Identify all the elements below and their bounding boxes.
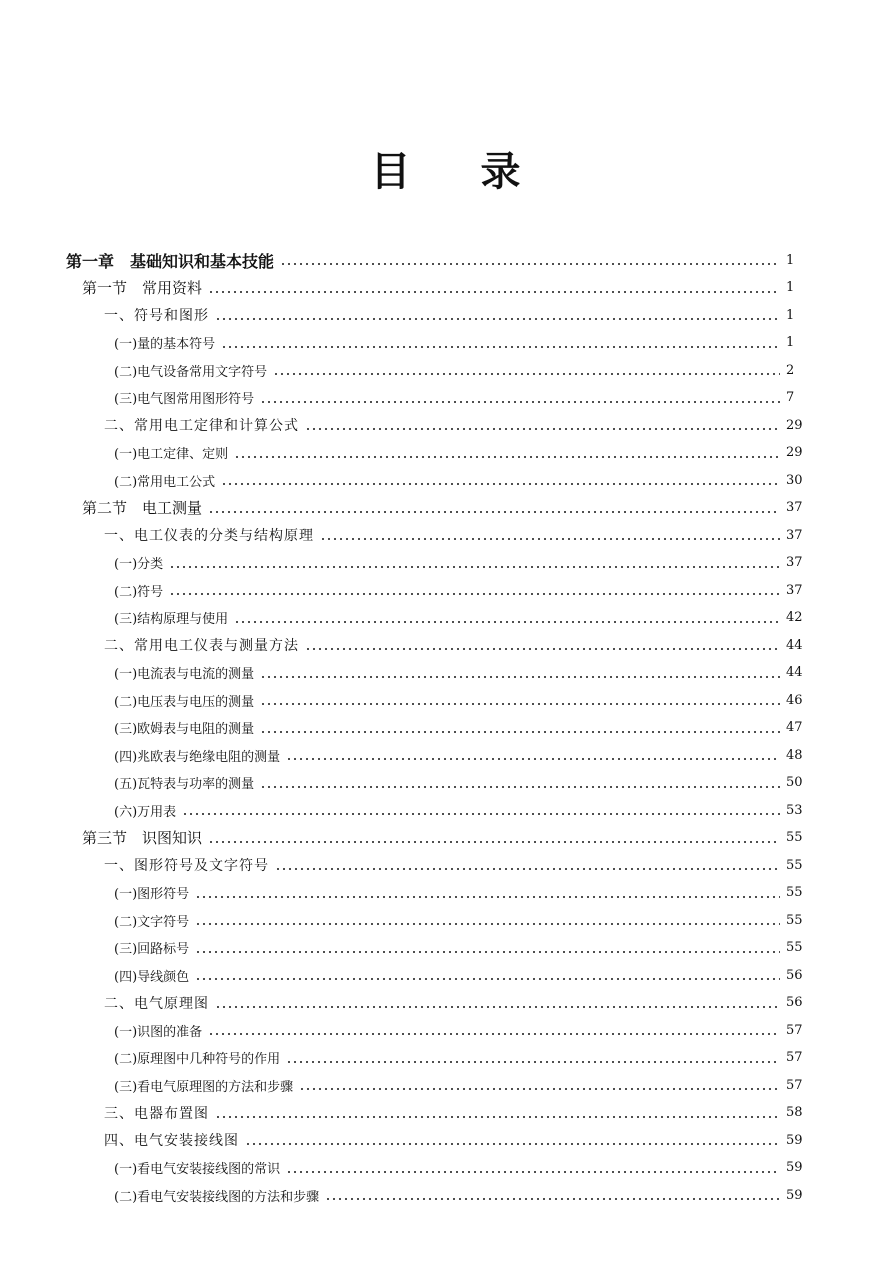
toc-entry[interactable] bbox=[0, 356, 818, 384]
toc-entry-label: (一)识图的准备 bbox=[114, 1024, 203, 1040]
toc-entry[interactable] bbox=[0, 714, 818, 742]
toc-entry[interactable] bbox=[0, 521, 818, 549]
toc-entry[interactable] bbox=[0, 961, 818, 989]
dot-leader bbox=[221, 483, 780, 485]
dot-leader bbox=[260, 786, 780, 788]
toc-entry[interactable] bbox=[0, 1071, 818, 1099]
toc-entry-page-number: 1 bbox=[786, 252, 795, 268]
toc-entry-label: 三、电器布置图 bbox=[104, 1105, 209, 1122]
toc-entry-page-number: 59 bbox=[786, 1160, 803, 1175]
toc-entry-label: (一)电流表与电流的测量 bbox=[114, 667, 255, 682]
toc-entry-label: 第二节 电工测量 bbox=[82, 499, 203, 517]
toc-entry[interactable] bbox=[0, 301, 818, 329]
dot-leader bbox=[169, 593, 780, 595]
dot-leader bbox=[245, 1143, 780, 1145]
toc-entry[interactable] bbox=[0, 384, 818, 412]
toc-entry[interactable] bbox=[0, 989, 818, 1017]
toc-entry-page-number: 7 bbox=[786, 390, 795, 405]
toc-entry-page-number: 2 bbox=[786, 362, 795, 378]
toc-entry-page-number: 1 bbox=[786, 307, 795, 323]
toc-entry-page-number: 56 bbox=[786, 967, 803, 983]
toc-entry[interactable] bbox=[0, 274, 818, 302]
toc-entry-page-number: 48 bbox=[786, 747, 803, 763]
toc-entry-label: (二)文字符号 bbox=[114, 914, 190, 930]
dot-leader bbox=[260, 676, 780, 678]
toc-entry[interactable] bbox=[0, 769, 818, 797]
toc-entry[interactable] bbox=[0, 246, 818, 274]
toc-entry-page-number: 53 bbox=[786, 802, 803, 818]
toc-entry-label: (二)原理图中几种符号的作用 bbox=[114, 1052, 281, 1067]
page-title bbox=[0, 140, 891, 197]
toc-entry[interactable] bbox=[0, 576, 818, 604]
toc-entry-label: (三)回路标号 bbox=[114, 942, 190, 957]
toc-entry-label: 第三节 识图知识 bbox=[82, 829, 203, 847]
toc-entry-page-number: 59 bbox=[786, 1187, 803, 1203]
toc-entry[interactable] bbox=[0, 1181, 818, 1209]
toc-entry-label: (一)看电气安装接线图的常识 bbox=[114, 1162, 281, 1177]
toc-entry-page-number: 44 bbox=[786, 665, 803, 680]
toc-entry-label: (三)结构原理与使用 bbox=[114, 612, 229, 627]
toc-entry-page-number: 57 bbox=[786, 1022, 803, 1038]
dot-leader bbox=[215, 1116, 780, 1118]
toc-entry-label: (四)兆欧表与绝缘电阻的测量 bbox=[114, 749, 281, 765]
dot-leader bbox=[286, 758, 780, 760]
toc-entry[interactable] bbox=[0, 1016, 818, 1044]
dot-leader bbox=[234, 621, 780, 623]
toc-entry[interactable] bbox=[0, 466, 818, 494]
toc-entry-page-number: 55 bbox=[786, 857, 803, 873]
toc-entry-page-number: 47 bbox=[786, 720, 803, 735]
toc-entry[interactable] bbox=[0, 879, 818, 907]
toc-entry-page-number: 29 bbox=[786, 445, 803, 460]
toc-entry-page-number: 37 bbox=[786, 555, 803, 570]
toc-entry-label: (三)电气图常用图形符号 bbox=[114, 392, 255, 407]
toc-entry-page-number: 56 bbox=[786, 995, 803, 1010]
toc-entry-page-number: 55 bbox=[786, 885, 803, 900]
toc-entry-label: (二)常用电工公式 bbox=[114, 474, 216, 490]
toc-entry-label: (二)电气设备常用文字符号 bbox=[114, 364, 268, 380]
toc-entry-label: 二、常用电工定律和计算公式 bbox=[104, 418, 299, 434]
toc-entry-label: (二)电压表与电压的测量 bbox=[114, 694, 255, 710]
toc-entry-page-number: 37 bbox=[786, 527, 803, 543]
toc-entry[interactable] bbox=[0, 604, 818, 632]
dot-leader bbox=[221, 346, 780, 348]
dot-leader bbox=[275, 868, 780, 870]
dot-leader bbox=[273, 373, 780, 375]
toc-entry[interactable] bbox=[0, 906, 818, 934]
toc-entry[interactable] bbox=[0, 1099, 818, 1127]
dot-leader bbox=[286, 1171, 780, 1173]
toc-entry-label: (一)图形符号 bbox=[114, 887, 190, 902]
toc-entry-label: 二、电气原理图 bbox=[104, 995, 209, 1012]
dot-leader bbox=[195, 923, 780, 925]
toc-entry-page-number: 1 bbox=[786, 280, 795, 295]
toc-entry-page-number: 50 bbox=[786, 775, 803, 790]
toc-entry[interactable] bbox=[0, 686, 818, 714]
dot-leader bbox=[325, 1198, 780, 1200]
dot-leader bbox=[260, 731, 780, 733]
toc-entry-label: (三)看电气原理图的方法和步骤 bbox=[114, 1079, 294, 1095]
toc-entry-page-number: 55 bbox=[786, 912, 803, 928]
toc-entry-label: (二)看电气安装接线图的方法和步骤 bbox=[114, 1189, 320, 1205]
toc-entry-label: 四、电气安装接线图 bbox=[104, 1133, 239, 1149]
toc-entry[interactable] bbox=[0, 796, 818, 824]
toc-entry-label: (六)万用表 bbox=[114, 804, 177, 820]
toc-entry-label: (二)符号 bbox=[114, 584, 164, 600]
toc-entry[interactable] bbox=[0, 1044, 818, 1072]
toc-entry-page-number: 29 bbox=[786, 417, 803, 433]
title-char-right: 录 bbox=[480, 148, 521, 195]
toc-entry-label: (一)量的基本符号 bbox=[114, 337, 216, 352]
dot-leader bbox=[208, 1033, 780, 1035]
toc-entry-label: 第一节 常用资料 bbox=[82, 279, 203, 297]
toc-entry-label: (一)分类 bbox=[114, 557, 164, 572]
toc-entry-label: (五)瓦特表与功率的测量 bbox=[114, 777, 255, 792]
dot-leader bbox=[286, 1061, 780, 1063]
dot-leader bbox=[320, 538, 780, 540]
toc-entry-page-number: 44 bbox=[786, 637, 803, 653]
toc-entry-page-number: 55 bbox=[786, 940, 803, 955]
toc-entry[interactable] bbox=[0, 439, 818, 467]
dot-leader bbox=[195, 978, 780, 980]
toc-entry-label: 第一章 基础知识和基本技能 bbox=[66, 251, 275, 271]
toc-entry-label: (四)导线颜色 bbox=[114, 969, 190, 985]
toc-entry[interactable] bbox=[0, 549, 818, 577]
toc-entry[interactable] bbox=[0, 494, 818, 522]
toc-entry-page-number: 57 bbox=[786, 1077, 803, 1093]
toc-entry[interactable] bbox=[0, 1126, 818, 1154]
toc-entry[interactable] bbox=[0, 741, 818, 769]
toc-entry[interactable] bbox=[0, 824, 818, 852]
toc-entry-page-number: 1 bbox=[786, 335, 795, 350]
dot-leader bbox=[305, 428, 780, 430]
toc-entry[interactable] bbox=[0, 659, 818, 687]
dot-leader bbox=[169, 566, 780, 568]
toc-entry-label: (一)电工定律、定则 bbox=[114, 447, 229, 462]
dot-leader bbox=[208, 841, 780, 843]
dot-leader bbox=[208, 511, 780, 513]
toc-entry-page-number: 42 bbox=[786, 610, 803, 625]
toc-entry-page-number: 58 bbox=[786, 1105, 803, 1120]
toc-entry[interactable] bbox=[0, 851, 818, 879]
toc-entry-page-number: 46 bbox=[786, 692, 803, 708]
dot-leader bbox=[299, 1088, 780, 1090]
toc-entry-label: 一、图形符号及文字符号 bbox=[104, 858, 269, 874]
toc-entry-page-number: 57 bbox=[786, 1050, 803, 1065]
dot-leader bbox=[234, 456, 780, 458]
toc-entry-page-number: 59 bbox=[786, 1132, 803, 1148]
dot-leader bbox=[215, 318, 780, 320]
dot-leader bbox=[215, 1006, 780, 1008]
dot-leader bbox=[260, 401, 780, 403]
toc-entry[interactable] bbox=[0, 934, 818, 962]
toc-entry-page-number: 37 bbox=[786, 500, 803, 515]
toc-entry-page-number: 37 bbox=[786, 582, 803, 598]
toc-entry-label: 一、符号和图形 bbox=[104, 308, 209, 324]
title-char-left: 目 bbox=[370, 148, 411, 195]
toc-entry[interactable] bbox=[0, 631, 818, 659]
toc-entry-page-number: 30 bbox=[786, 472, 803, 488]
toc-entry-label: 二、常用电工仪表与测量方法 bbox=[104, 638, 299, 654]
dot-leader bbox=[182, 813, 780, 815]
toc-entry[interactable] bbox=[0, 329, 818, 357]
dot-leader bbox=[305, 648, 780, 650]
dot-leader bbox=[195, 951, 780, 953]
dot-leader bbox=[260, 703, 780, 705]
toc-entry-page-number: 55 bbox=[786, 830, 803, 845]
toc-entry-label: (三)欧姆表与电阻的测量 bbox=[114, 722, 255, 737]
dot-leader bbox=[208, 291, 780, 293]
toc-entry-label: 一、电工仪表的分类与结构原理 bbox=[104, 528, 314, 544]
dot-leader bbox=[195, 896, 780, 898]
dot-leader bbox=[280, 263, 780, 265]
toc-entry[interactable] bbox=[0, 411, 818, 439]
toc-entry[interactable] bbox=[0, 1154, 818, 1182]
